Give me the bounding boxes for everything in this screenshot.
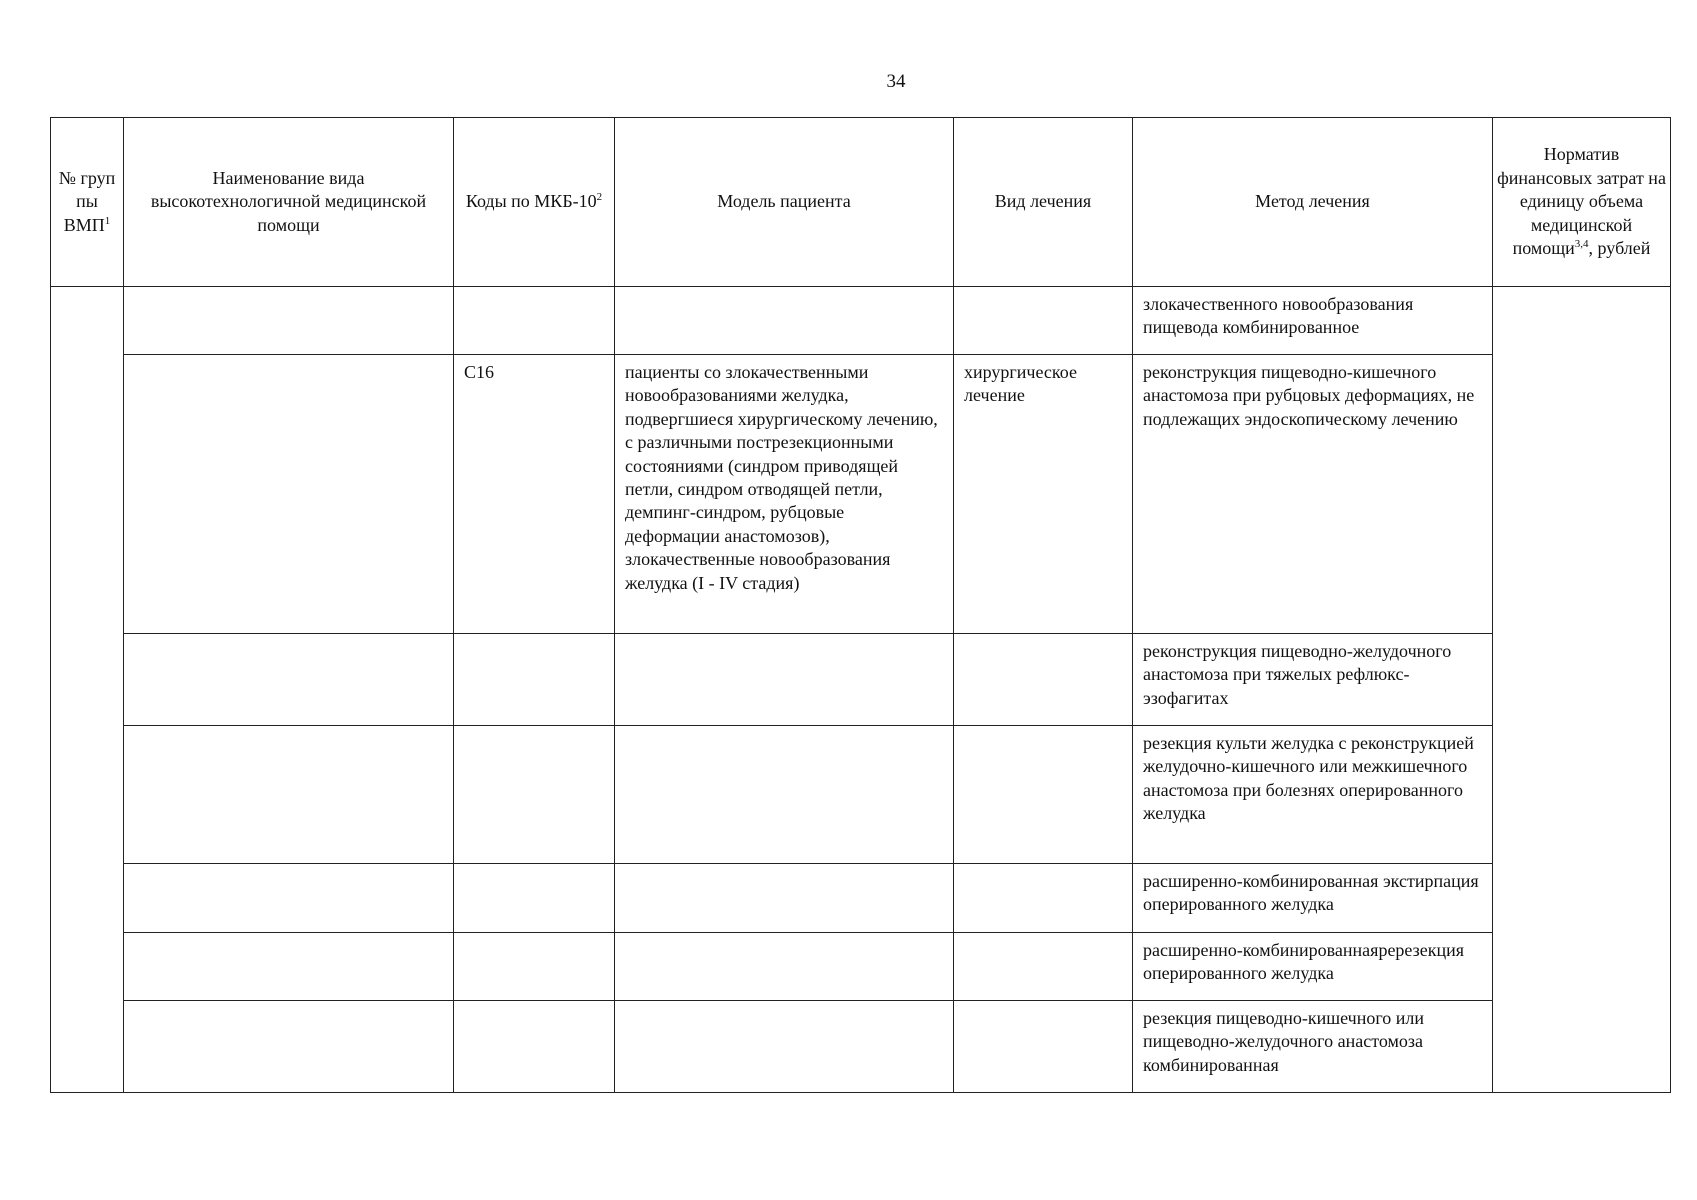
table-row xyxy=(51,355,1671,634)
treatment-type-cell xyxy=(954,726,1133,864)
icd-code-cell: C16 xyxy=(454,355,615,634)
treatment-type-cell: хирургическое лечение xyxy=(954,355,1133,634)
icd-code-cell xyxy=(454,1001,615,1093)
treatment-method-cell: резекция культи желудка с реконструкцией желудочно-кишечного или межкишечного анастомоза при болезнях оперированного желудка xyxy=(1133,726,1493,864)
name-cell xyxy=(124,287,454,355)
icd-code-cell xyxy=(454,634,615,726)
treatment-type-cell xyxy=(954,634,1133,726)
treatment-type-cell xyxy=(954,1001,1133,1093)
name-cell xyxy=(124,1001,454,1093)
treatment-method-cell: реконструкция пищеводно-желудочного анастомоза при тяжелых рефлюкс-эзофагитах xyxy=(1133,634,1493,726)
icd-code-cell xyxy=(454,287,615,355)
table-row xyxy=(51,1001,1671,1093)
table-row xyxy=(51,287,1671,355)
header-treatment-method: Метод лечения xyxy=(1133,118,1493,287)
icd-code-cell xyxy=(454,864,615,933)
table-row xyxy=(51,933,1671,1001)
header-cost-standard: Норматив финансовых затрат на единицу объема медицинской помощи$^{3,4}$, рублей xyxy=(1493,118,1671,287)
name-cell xyxy=(124,933,454,1001)
name-cell xyxy=(124,864,454,933)
vmp-table xyxy=(50,117,1671,1093)
icd-code-cell xyxy=(454,933,615,1001)
patient-model-cell xyxy=(615,933,954,1001)
treatment-type-cell xyxy=(954,287,1133,355)
icd-code-cell xyxy=(454,726,615,864)
header-name: Наименование вида высокотехнологичной медицинской помощи xyxy=(124,118,454,287)
table-row xyxy=(51,726,1671,864)
patient-model-cell xyxy=(615,726,954,864)
header-treatment-type: Вид лечения xyxy=(954,118,1133,287)
patient-model-cell xyxy=(615,864,954,933)
table-row xyxy=(51,634,1671,726)
page-number: 34 xyxy=(886,71,906,92)
treatment-method-cell: резекция пищеводно-кишечного или пищеводно-желудочного анастомоза комбинированная xyxy=(1133,1001,1493,1093)
treatment-method-cell: злокачественного новообразования пищевода комбинированное xyxy=(1133,287,1493,355)
name-cell xyxy=(124,726,454,864)
header-group-no: № груп пы ВМП$^1$ xyxy=(51,118,124,287)
group-no-cell xyxy=(51,287,124,1093)
table-row xyxy=(51,864,1671,933)
patient-model-cell xyxy=(615,634,954,726)
name-cell xyxy=(124,634,454,726)
header-icd-codes: Коды по МКБ-$10^2$ xyxy=(454,118,615,287)
name-cell xyxy=(124,355,454,634)
header-patient-model: Модель пациента xyxy=(615,118,954,287)
treatment-type-cell xyxy=(954,864,1133,933)
patient-model-cell: пациенты со злокачественными новообразованиями желудка, подвергшиеся хирургическому лечению, с различными пострезекционными состояниями (синдром приводящей петли, синдром отводящей петли, демпинг-синдром, рубцовые деформации анастомозов), злокачественные новообразования желудка (I - IV стадия) xyxy=(615,355,954,634)
treatment-method-cell: расширенно-комбинированная экстирпация оперированного желудка xyxy=(1133,864,1493,933)
treatment-method-cell: реконструкция пищеводно-кишечного анастомоза при рубцовых деформациях, не подлежащих эндоскопическому лечению xyxy=(1133,355,1493,634)
treatment-method-cell: расширенно-комбинированнаяререзекция оперированного желудка xyxy=(1133,933,1493,1001)
header-row xyxy=(51,118,1671,287)
patient-model-cell xyxy=(615,1001,954,1093)
cost-standard-cell xyxy=(1493,287,1671,1093)
patient-model-cell xyxy=(615,287,954,355)
treatment-type-cell xyxy=(954,933,1133,1001)
